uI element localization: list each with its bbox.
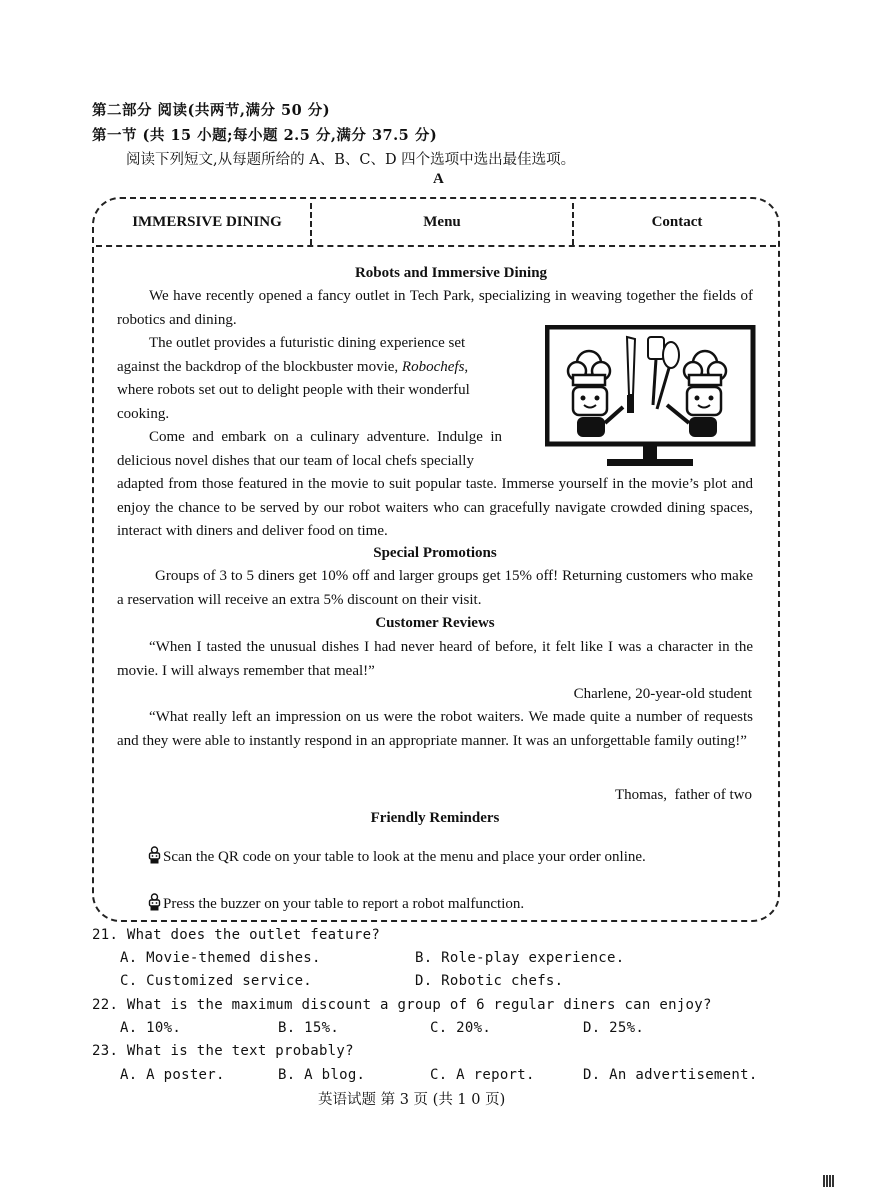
review-1: “When I tasted the unusual dishes I had never heard of before, it felt like I was a character in the movie. I will always remember that meal!” bbox=[117, 639, 753, 679]
review-2-author: Thomas, father of two bbox=[614, 787, 752, 803]
robot-icon bbox=[147, 846, 162, 864]
reminders-title: Friendly Reminders bbox=[370, 810, 500, 826]
question-23-option-c: C. A report. bbox=[430, 1067, 535, 1083]
movie-title: Robochefs bbox=[401, 358, 465, 375]
question-22-option-c: C. 20%. bbox=[430, 1020, 492, 1036]
part-title: 第二部分 阅读(共两节,满分 50 分) bbox=[92, 102, 331, 119]
reviews-title: Customer Reviews bbox=[375, 615, 495, 631]
question-21-option-b: B. Role-play experience. bbox=[415, 950, 625, 966]
question-21-option-d: D. Robotic chefs. bbox=[415, 973, 564, 989]
question-23-option-a: A. A poster. bbox=[120, 1067, 225, 1083]
instruction-text: 阅读下列短文,从每题所给的 A、B、C、D 四个选项中选出最佳选项。 bbox=[126, 152, 576, 168]
qr-code-icon bbox=[823, 1175, 835, 1187]
review-2: “What really left an impression on us were the robot waiters. We made quite a number of requests and they were able to instantly respond in an appropriate manner. It was an unforgettable family outing!” bbox=[117, 709, 753, 749]
reminder-1-text: Scan the QR code on your table to look at the menu and place your order online. bbox=[163, 849, 646, 865]
question-23-option-d: D. An advertisement. bbox=[583, 1067, 758, 1083]
question-21-option-a: A. Movie-themed dishes. bbox=[120, 950, 321, 966]
question-22-option-a: A. 10%. bbox=[120, 1020, 182, 1036]
passage-label: A bbox=[433, 171, 444, 187]
question-23-stem: 23. What is the text probably? bbox=[92, 1043, 354, 1059]
spoon bbox=[663, 342, 679, 368]
promotions-text: Groups of 3 to 5 diners get 10% off and larger groups get 15% off! Returning customers who make a reservation will receive an extra 5% discount on their visit. bbox=[117, 568, 753, 608]
spatula bbox=[648, 337, 664, 359]
paragraph-3-start: Come and embark on a culinary adventure. Indulge in delicious novel dishes that our team of local chefs specially bbox=[117, 429, 502, 469]
paragraph-2-end: , where robots set out to delight people with their wonderful cooking. bbox=[117, 358, 470, 422]
paragraph-2 bbox=[117, 332, 507, 426]
robot-chefs-tv-illustration bbox=[545, 325, 757, 480]
paragraph-3-end: adapted from those featured in the movie to suit popular taste. Immerse yourself in the movie’s plot and enjoy the chance to be served by our robot waiters who can gracefully navigate crowded dining spaces, interact with diners and deliver food on time. bbox=[117, 476, 753, 539]
ad-title: Robots and Immersive Dining bbox=[354, 265, 548, 281]
nav-menu: Menu bbox=[423, 213, 461, 230]
nav-contact: Contact bbox=[651, 213, 703, 230]
question-21-stem: 21. What does the outlet feature? bbox=[92, 927, 381, 943]
question-22-option-d: D. 25%. bbox=[583, 1020, 645, 1036]
reminder-1 bbox=[147, 846, 646, 870]
promotions-title: Special Promotions bbox=[373, 545, 497, 561]
review-1-author: Charlene, 20-year-old student bbox=[573, 686, 752, 702]
page-footer: 英语试题 第 3 页 (共 1 0 页) bbox=[318, 1092, 506, 1108]
reminder-2-text: Press the buzzer on your table to report a robot malfunction. bbox=[163, 896, 525, 912]
section-title: 第一节 (共 15 小题;每小题 2.5 分,满分 37.5 分) bbox=[92, 127, 438, 144]
nav-separator bbox=[96, 245, 776, 247]
knife bbox=[627, 337, 635, 395]
paragraph-1: We have recently opened a fancy outlet in Tech Park, specializing in weaving together the fields of robotics and dining. bbox=[117, 288, 753, 328]
robot-icon bbox=[147, 893, 162, 911]
nav-brand: IMMERSIVE DINING bbox=[132, 213, 282, 230]
question-22-stem: 22. What is the maximum discount a group of 6 regular diners can enjoy? bbox=[92, 997, 712, 1013]
tv-stand bbox=[643, 445, 657, 461]
tv-base bbox=[607, 459, 693, 466]
paragraph-2-start: The outlet provides a futuristic dining experience set against the backdrop of the blockbuster movie, bbox=[117, 335, 466, 375]
question-21-option-c: C. Customized service. bbox=[120, 973, 313, 989]
question-22-option-b: B. 15%. bbox=[278, 1020, 340, 1036]
knife-handle bbox=[627, 395, 634, 413]
reminder-2 bbox=[147, 893, 524, 917]
question-23-option-b: B. A blog. bbox=[278, 1067, 366, 1083]
